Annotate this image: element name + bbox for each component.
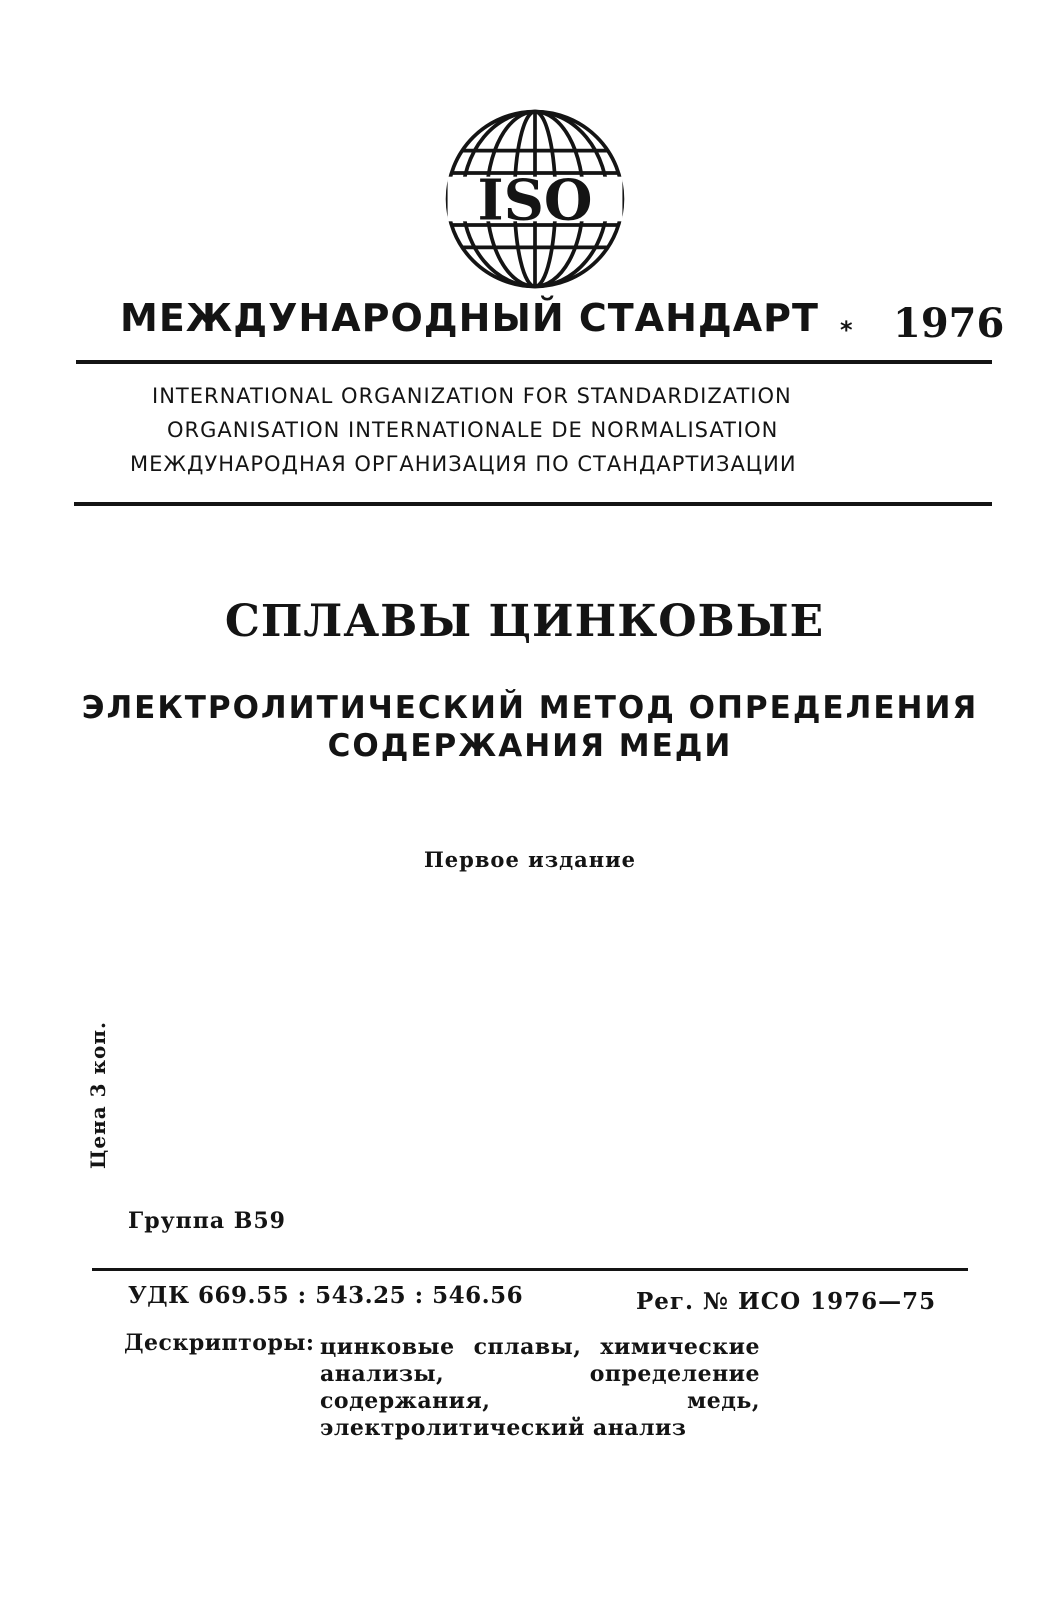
iso-logo (442, 106, 628, 292)
descriptors-label: Дескрипторы: (124, 1330, 315, 1356)
organization-french: ORGANISATION INTERNATIONALE DE NORMALISATION (167, 418, 779, 442)
registration-number: Рег. № ИСО 1976—75 (636, 1288, 937, 1315)
divider (92, 1268, 968, 1271)
udc-code: УДК 669.55 : 543.25 : 546.56 (128, 1282, 524, 1309)
descriptors-text: цинковые сплавы, химические анализы, определение содержания, медь, электролитический анализ (320, 1334, 760, 1441)
divider (74, 502, 992, 506)
divider (76, 360, 992, 364)
group-label: Группа В59 (128, 1208, 286, 1234)
standard-number: 1976 (893, 300, 1005, 347)
header-star: * (840, 316, 853, 344)
header-title: МЕЖДУНАРОДНЫЙ СТАНДАРТ (120, 296, 819, 340)
iso-logo-text: ISO (477, 168, 593, 234)
organization-english: INTERNATIONAL ORGANIZATION FOR STANDARDIZATION (152, 384, 792, 408)
edition-label: Первое издание (423, 847, 637, 872)
document-subtitle-line-2: СОДЕРЖАНИЯ МЕДИ (327, 728, 733, 764)
document-subtitle-line-1: ЭЛЕКТРОЛИТИЧЕСКИЙ МЕТОД ОПРЕДЕЛЕНИЯ (81, 690, 979, 726)
price-text: Цена 3 коп. (86, 1021, 110, 1169)
document-title: СПЛАВЫ ЦИНКОВЫЕ (224, 596, 825, 647)
price-label (78, 1021, 118, 1169)
organization-russian: МЕЖДУНАРОДНАЯ ОРГАНИЗАЦИЯ ПО СТАНДАРТИЗАЦИИ (130, 452, 797, 476)
